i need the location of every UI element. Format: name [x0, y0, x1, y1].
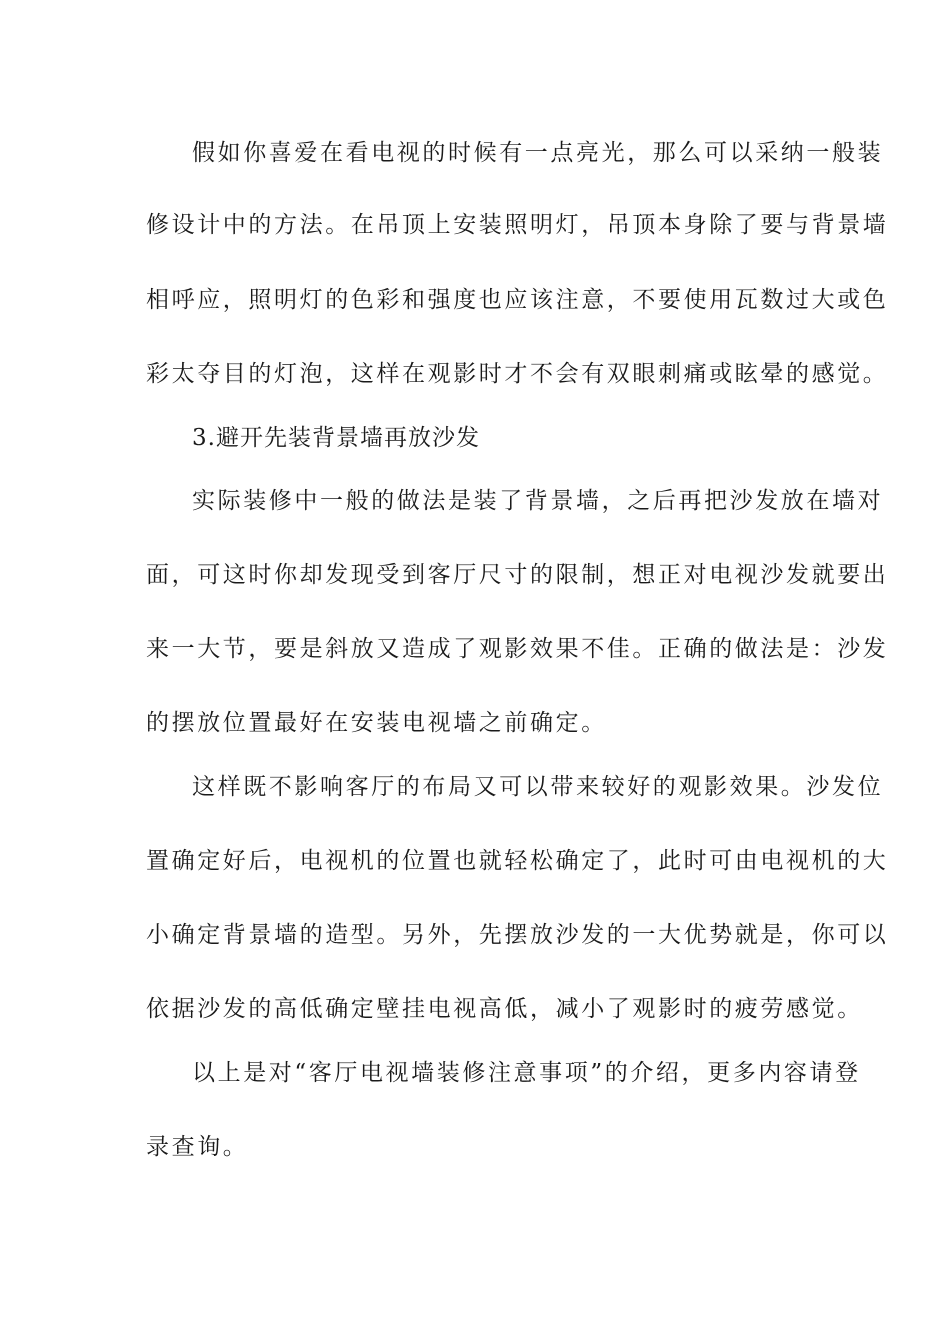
- paragraph-3-line-4: 依据沙发的高低确定壁挂电视高低，减小了观影时的疲劳感觉。: [146, 996, 863, 1022]
- paragraph-2-line-4: 的摆放位置最好在安装电视墙之前确定。: [146, 710, 607, 736]
- paragraph-2-line-2: 面，可这时你却发现受到客厅尺寸的限制，想正对电视沙发就要出: [146, 562, 889, 588]
- paragraph-2-line-3: 来一大节，要是斜放又造成了观影效果不佳。正确的做法是：沙发: [146, 636, 889, 662]
- paragraph-3-line-1: 这样既不影响客厅的布局又可以带来较好的观影效果。沙发位: [192, 774, 884, 800]
- paragraph-2-line-1: 实际装修中一般的做法是装了背景墙，之后再把沙发放在墙对: [192, 488, 884, 514]
- paragraph-1-line-3: 相呼应，照明灯的色彩和强度也应该注意，不要使用瓦数过大或色: [146, 287, 889, 313]
- paragraph-1-line-4: 彩太夺目的灯泡，这样在观影时才不会有双眼刺痛或眩晕的感觉。: [146, 361, 889, 387]
- paragraph-4-line-1: 以上是对“客厅电视墙装修注意事项”的介绍，更多内容请登: [192, 1060, 861, 1086]
- paragraph-1-line-2: 修设计中的方法。在吊顶上安装照明灯，吊顶本身除了要与背景墙: [146, 212, 889, 238]
- section-heading: 3.避开先装背景墙再放沙发: [192, 425, 480, 451]
- paragraph-1-line-1: 假如你喜爱在看电视的时候有一点亮光，那么可以采纳一般装: [192, 140, 884, 166]
- paragraph-3-line-3: 小确定背景墙的造型。另外，先摆放沙发的一大优势就是，你可以: [146, 922, 889, 948]
- paragraph-4-line-2: 录查询。: [146, 1134, 249, 1160]
- paragraph-3-line-2: 置确定好后，电视机的位置也就轻松确定了，此时可由电视机的大: [146, 848, 889, 874]
